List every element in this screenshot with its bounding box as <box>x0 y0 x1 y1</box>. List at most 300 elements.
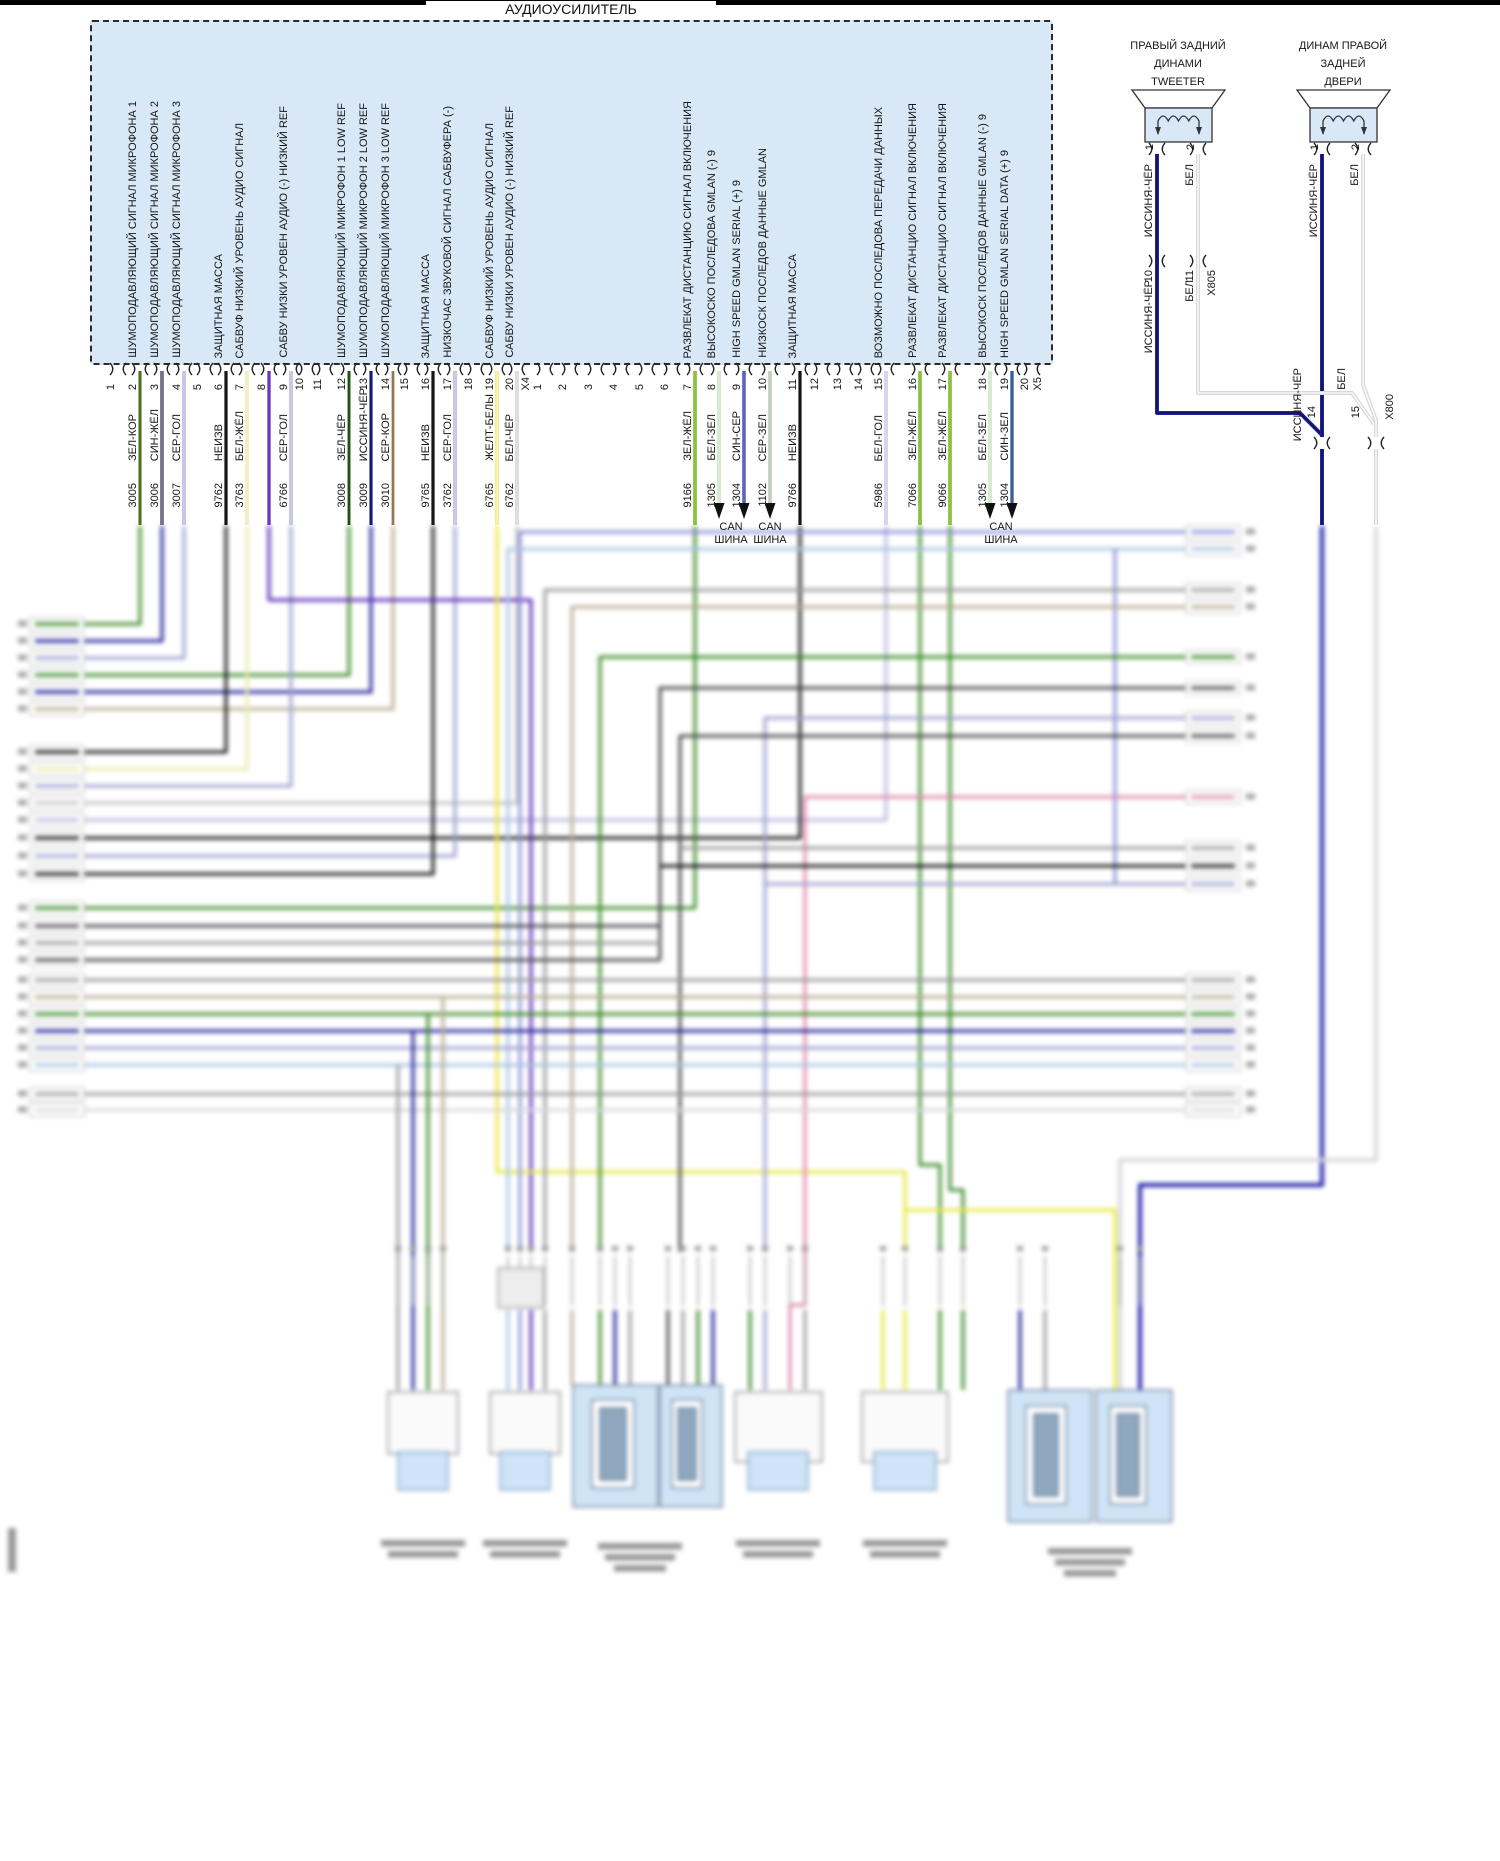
pin-number-label: 10 <box>294 377 306 390</box>
offpage-reference-number <box>1246 733 1255 739</box>
blurred-pin-number <box>542 1246 548 1251</box>
connector-socket-icon <box>912 363 915 375</box>
offpage-reference-wire <box>35 854 79 857</box>
component-bar <box>678 1408 696 1480</box>
pin-number-label: 4 <box>171 383 183 390</box>
offpage-reference-number <box>18 940 27 946</box>
offpage-reference-number <box>18 1045 27 1051</box>
wire-color-label: ИССИНЯ-ЧЁР <box>358 387 370 461</box>
blurred-pin-number <box>665 1246 671 1251</box>
pin-number-label: 18 <box>463 377 475 390</box>
offpage-reference-number <box>18 1028 27 1034</box>
pin-number-label: 5 <box>634 383 646 390</box>
connector-socket-icon <box>438 363 441 375</box>
offpage-reference-wire <box>35 924 79 927</box>
can-bus-label <box>978 521 1024 547</box>
circuit-number-label: 3763 <box>234 482 246 507</box>
circuit-number-label: 1305 <box>977 482 989 507</box>
connector-socket-icon <box>167 363 170 375</box>
circuit-number-label: 9066 <box>937 482 949 507</box>
pin-number-label: 15 <box>1350 406 1362 419</box>
wire-segment <box>84 526 393 709</box>
offpage-reference-wire <box>35 1063 79 1066</box>
offpage-reference-wire <box>35 872 79 875</box>
offpage-reference-wire <box>35 690 79 693</box>
connector-socket-icon <box>575 363 578 375</box>
connector-socket-icon <box>425 363 428 375</box>
connector-socket-icon <box>509 363 512 375</box>
connector-socket-icon <box>417 363 420 375</box>
connector-socket-icon <box>871 363 874 375</box>
circuit-number-label: 7066 <box>907 482 919 507</box>
blurred-caption <box>1064 1570 1116 1577</box>
wire-color-label: НЕИЗВ <box>213 423 225 461</box>
pin-number-label: 13 <box>358 377 370 390</box>
blurred-caption <box>598 1543 682 1550</box>
offpage-reference-wire <box>1191 716 1235 719</box>
circuit-number-label: 6765 <box>484 482 496 507</box>
signal-label: РАЗВЛЕКАТ ДИСТАНЦИО СИГНАЛ ВКЛЮЧЕНИЯ <box>937 103 949 358</box>
blurred-caption <box>381 1540 465 1547</box>
connector-socket-icon <box>460 363 463 375</box>
offpage-reference-number <box>1246 794 1255 800</box>
circuit-number-label: 3007 <box>171 482 183 507</box>
blurred-pin-number <box>395 1246 401 1251</box>
circuit-number-label: 3006 <box>149 482 161 507</box>
offpage-reference-wire <box>35 978 79 981</box>
signal-label: ЗАЩИТНАЯ МАССА <box>787 253 799 358</box>
wire-segment <box>1363 154 1376 437</box>
connector-socket-icon <box>677 363 680 375</box>
blurred-caption <box>1055 1559 1125 1566</box>
offpage-reference-number <box>18 621 27 627</box>
connector-socket-icon <box>613 363 616 375</box>
wire-color-label: ИССИНЯ-ЧЁР <box>1308 164 1320 238</box>
speaker-title: ПРАВЫЙ ЗАДНИЙ <box>1130 40 1226 52</box>
connector-socket-icon <box>274 363 277 375</box>
offpage-reference-wire <box>1191 1092 1235 1095</box>
blurred-pin-number <box>528 1246 534 1251</box>
blurred-pin-number <box>1137 1246 1143 1251</box>
offpage-reference-number <box>1246 845 1255 851</box>
blurred-pin-number <box>425 1246 431 1251</box>
wire-color-label: БЕЛ <box>1184 280 1196 302</box>
blurred-lower-diagram <box>0 525 1500 1861</box>
pin-number-label: 6 <box>659 383 671 390</box>
offpage-reference-wire <box>1191 655 1235 658</box>
connector-socket-icon <box>1017 363 1020 375</box>
speaker-title: ДИНАМ ПРАВОЙ <box>1298 40 1388 52</box>
connector-socket-icon <box>239 363 242 375</box>
connector-socket-icon <box>814 363 817 375</box>
offpage-reference-number <box>1246 994 1255 1000</box>
pin-number-label: 11 <box>1184 270 1196 282</box>
connector-socket-icon <box>925 363 928 375</box>
offpage-reference-wire <box>35 995 79 998</box>
offpage-reference-wire <box>35 622 79 625</box>
connector-socket-icon <box>588 363 591 375</box>
signal-label: HIGH SPEED GMLAN SERIAL (+) 9 <box>731 180 743 358</box>
signal-label: НИЗКОЧАС ЗВУКОВОЙ СИГНАЛ САБВУФЕРА (-) <box>442 106 454 358</box>
signal-label: ВЫСОКОСК ПОСЛЕДОВ ДАННЫЕ GMLAN (-) 9 <box>977 114 989 358</box>
connector-socket-icon <box>995 363 998 375</box>
connector-socket-icon <box>639 363 642 375</box>
pin-number-label: 17 <box>937 377 949 390</box>
blurred-pin-number <box>802 1246 808 1251</box>
connector-socket-icon <box>283 363 286 375</box>
offpage-reference-number <box>18 957 27 963</box>
connector-socket-icon <box>775 363 778 375</box>
maze-wires-group <box>84 526 1376 1390</box>
connector-socket-icon <box>700 363 703 375</box>
connector-socket-icon <box>110 363 113 375</box>
circuit-number-label: 5986 <box>873 482 885 507</box>
wire-color-label: БЕЛ-ГОЛ <box>873 414 885 461</box>
wire-segment <box>508 549 1186 1252</box>
blurred-pin-number <box>1117 1246 1123 1251</box>
component-inner <box>748 1452 808 1490</box>
blurred-caption <box>743 1551 813 1558</box>
offpage-reference-number <box>1246 863 1255 869</box>
component-box <box>388 1392 458 1454</box>
offpage-reference-number <box>18 1062 27 1068</box>
pin-number-label: 14 <box>1306 406 1318 419</box>
wire-color-label: ЖЕЛТ-БЕЛЫ <box>484 394 496 461</box>
blurred-pin-number <box>937 1246 943 1251</box>
offpage-reference-wire <box>1191 734 1235 737</box>
connector-socket-icon <box>724 363 727 375</box>
offpage-reference-number <box>18 800 27 806</box>
signal-label: САБВУФ НИЗКИЙ УРОВЕНЬ АУДИО СИГНАЛ <box>234 122 246 358</box>
offpage-reference-number <box>18 1011 27 1017</box>
connector-socket-icon <box>601 363 604 375</box>
wire-segment <box>84 526 247 769</box>
connector-socket-icon <box>252 363 255 375</box>
wire-color-label: ЗЕЛ-ЖЁЛ <box>937 411 949 461</box>
connector-socket-icon <box>1381 437 1384 449</box>
signal-label: ШУМОПОДАВЛЯЮЩИЙ СИГНАЛ МИКРОФОНА 1 <box>127 101 139 358</box>
circuit-number-label: 3009 <box>358 482 370 507</box>
wire-color-label: НЕИЗВ <box>420 423 432 461</box>
connector-socket-icon <box>858 363 861 375</box>
offpage-reference-number <box>1246 715 1255 721</box>
pin-number-label: 7 <box>682 383 694 390</box>
pin-number-label: 1 <box>105 383 117 390</box>
speaker-title: ДВЕРИ <box>1324 76 1362 88</box>
offpage-reference-number <box>18 853 27 859</box>
connector-socket-icon <box>562 363 565 375</box>
blurred-caption <box>736 1540 820 1547</box>
connector-socket-icon <box>1203 143 1206 155</box>
offpage-reference-number <box>18 1107 27 1113</box>
offpage-reference-number <box>1246 1107 1255 1113</box>
pin-number-label: 16 <box>420 377 432 390</box>
connector-socket-icon <box>1327 437 1330 449</box>
wire-segment <box>680 736 1186 1252</box>
offpage-reference-wire <box>35 1012 79 1015</box>
offpage-reference-wire <box>35 750 79 753</box>
connector-socket-icon <box>1004 363 1007 375</box>
wire-segment <box>84 526 433 874</box>
wire-color-label: СЕР-КОР <box>380 412 392 461</box>
offpage-reference-number <box>1246 881 1255 887</box>
wire-color-label: ЗЕЛ-КОР <box>127 413 139 461</box>
blurred-pin-number <box>1042 1246 1048 1251</box>
can-bus-label-line: ШИНА <box>753 534 787 546</box>
blurred-pin-number <box>569 1246 575 1251</box>
connector-socket-icon <box>481 363 484 375</box>
connector-socket-icon <box>210 363 213 375</box>
wire-color-label: СИН-СЕР <box>731 410 743 461</box>
wire-segment <box>84 526 800 838</box>
offpage-reference-number <box>18 706 27 712</box>
pin-number-label: 10 <box>1143 270 1155 283</box>
offpage-reference-wire <box>1191 795 1235 798</box>
pin-number-label: 3 <box>583 383 595 390</box>
connector-socket-icon <box>711 363 714 375</box>
offpage-reference-wire <box>35 639 79 642</box>
offpage-reference-wire <box>35 673 79 676</box>
connector-name-label: X5 <box>1032 376 1044 390</box>
signal-label: ЗАЩИТНАЯ МАССА <box>420 253 432 358</box>
connector-socket-icon <box>1368 437 1371 449</box>
wire-color-label: ЗЕЛ-ЧЁР <box>336 414 348 461</box>
offpage-reference-wire <box>1191 1108 1235 1111</box>
offpage-reference-number <box>1246 587 1255 593</box>
component-inner <box>398 1452 448 1490</box>
pin-number-label: 15 <box>399 377 411 390</box>
wire-segment <box>660 688 1186 960</box>
component-inner <box>874 1452 936 1490</box>
can-bus-label-line: ШИНА <box>984 534 1018 546</box>
pin-number-label: 8 <box>256 383 268 390</box>
signal-label: САБВУ НИЗКИ УРОВЕН АУДИО (-) НИЗКИЙ REF <box>278 106 290 358</box>
blurred-caption <box>1048 1548 1132 1555</box>
connector-socket-icon <box>261 363 264 375</box>
wire-segment <box>84 526 140 624</box>
circuit-number-label: 9765 <box>420 482 432 507</box>
connector-socket-icon <box>1037 363 1040 375</box>
wire-color-label: СЕР-ГОЛ <box>278 413 290 461</box>
connector-socket-icon <box>1314 437 1317 449</box>
offpage-reference-wire <box>35 836 79 839</box>
connector-socket-icon <box>878 363 881 375</box>
signal-label: ШУМОПОДАВЛЯЮЩИЙ МИКРОФОН 2 LOW REF <box>358 103 370 358</box>
wire-segment <box>572 607 1186 1252</box>
can-bus-label-line: CAN <box>758 521 782 533</box>
connector-socket-icon <box>1024 363 1027 375</box>
connector-socket-icon <box>805 363 808 375</box>
connector-socket-icon <box>891 363 894 375</box>
pin-number-label: 13 <box>832 377 844 390</box>
pin-number-label: 2 <box>1350 144 1362 151</box>
wire-color-label: ИССИНЯ-ЧЁР <box>1143 280 1155 354</box>
pin-number-label: 1 <box>1309 144 1321 151</box>
wire-color-label: СЕР-ГОЛ <box>171 413 183 461</box>
connector-socket-icon <box>762 363 765 375</box>
connector-socket-icon <box>749 363 752 375</box>
wire-segment <box>84 526 226 752</box>
offpage-reference-wire <box>1191 686 1235 689</box>
wire-segment <box>84 526 517 803</box>
offpage-reference-wire <box>35 767 79 770</box>
wire-segment <box>520 532 1186 1252</box>
pin-number-label: 8 <box>706 383 718 390</box>
pin-number-label: 2 <box>1185 144 1197 151</box>
signal-label: ШУМОПОДАВЛЯЮЩИЙ СИГНАЛ МИКРОФОНА 3 <box>171 101 183 358</box>
connector-socket-icon <box>468 363 471 375</box>
wire-segment <box>920 526 940 1252</box>
offpage-reference-number <box>18 749 27 755</box>
connector-socket-icon <box>850 363 853 375</box>
blurred-caption <box>483 1540 567 1547</box>
blurred-pin-number <box>762 1246 768 1251</box>
signal-label: НИЗКОСК ПОСЛЕДОВ ДАННЫЕ GMLAN <box>757 148 769 358</box>
circuit-number-label: 1304 <box>731 482 743 507</box>
connector-socket-icon <box>385 363 388 375</box>
connector-socket-icon <box>123 363 126 375</box>
signal-label: ЗАЩИТНАЯ МАССА <box>213 253 225 358</box>
offpage-reference-wire <box>35 906 79 909</box>
blurred-caption <box>870 1551 940 1558</box>
offpage-reference-wire <box>35 818 79 821</box>
connector-socket-icon <box>537 363 540 375</box>
offpage-reference-number <box>18 905 27 911</box>
blurred-pin-number <box>880 1246 886 1251</box>
blurred-caption <box>614 1565 666 1572</box>
pin-number-label: 2 <box>557 383 569 390</box>
connector-socket-icon <box>330 363 333 375</box>
can-bus-label-line: CAN <box>719 521 743 533</box>
offpage-reference-number <box>18 689 27 695</box>
connector-socket-icon <box>404 363 407 375</box>
blurred-pin-number <box>680 1246 686 1251</box>
offpage-reference-wire <box>35 707 79 710</box>
wire-color-label: ИССИНЯ-ЧЁР <box>1143 164 1155 238</box>
offpage-reference-wire <box>1191 846 1235 849</box>
connector-socket-icon <box>299 363 302 375</box>
blurred-pin-number <box>627 1246 633 1251</box>
pin-number-label: 19 <box>999 377 1011 390</box>
blurred-pin-number <box>747 1246 753 1251</box>
connector-socket-icon <box>522 363 525 375</box>
offpage-reference-wire <box>35 941 79 944</box>
component-bar <box>600 1408 626 1480</box>
pin-number-label: 10 <box>757 377 769 390</box>
offpage-reference-number <box>18 672 27 678</box>
wire-color-label: ЗЕЛ-ЖЁЛ <box>682 411 694 461</box>
blurred-pin-number <box>597 1246 603 1251</box>
offpage-reference-wire <box>1191 995 1235 998</box>
pin-number-label: 5 <box>192 383 204 390</box>
connector-socket-icon <box>354 363 357 375</box>
blurred-pin-number <box>695 1246 701 1251</box>
wire-segment <box>84 526 695 908</box>
connector-socket-icon <box>687 363 690 375</box>
connector-socket-icon <box>363 363 366 375</box>
component-bar <box>1117 1414 1139 1496</box>
signal-label: ШУМОПОДАВЛЯЮЩИЙ МИКРОФОН 3 LOW REF <box>380 103 392 358</box>
speaker-body <box>1310 108 1377 142</box>
signal-label: ШУМОПОДАВЛЯЮЩИЙ МИКРОФОН 1 LOW REF <box>336 103 348 358</box>
wire-color-label: БЕЛ-ЗЕЛ <box>706 414 718 461</box>
wire-color-label: СЕР-ЗЕЛ <box>757 413 769 461</box>
offpage-reference-number <box>18 766 27 772</box>
connector-socket-icon <box>341 363 344 375</box>
connector-socket-icon <box>792 363 795 375</box>
offpage-reference-wire <box>35 958 79 961</box>
signal-label: HIGH SPEED GMLAN SERIAL DATA (+) 9 <box>999 150 1011 358</box>
wire-segment <box>497 526 905 1252</box>
pin-number-label: 9 <box>731 383 743 390</box>
component-box <box>498 1268 544 1308</box>
components-group <box>388 1268 1172 1522</box>
document-code <box>8 1528 16 1572</box>
pin-number-label: 11 <box>312 378 324 390</box>
wire-segment <box>950 526 963 1252</box>
connector-socket-icon <box>652 363 655 375</box>
connector-socket-icon <box>296 363 299 375</box>
pin-number-label: 1 <box>1144 144 1156 151</box>
signal-label: РАЗВЛЕКАТ ДИСТАНЦИО СИГНАЛ ВКЛЮЧЕНИЯ <box>907 103 919 358</box>
connector-socket-icon <box>189 363 192 375</box>
blurred-pin-number <box>710 1246 716 1251</box>
can-bus-label-line: CAN <box>989 521 1013 533</box>
connector-socket-icon <box>942 363 945 375</box>
connector-socket-icon <box>231 363 234 375</box>
wire-color-label: БЕЛ-ЧЁР <box>504 413 516 461</box>
blurred-caption <box>605 1554 675 1561</box>
circuit-number-label: 9166 <box>682 482 694 507</box>
offpage-reference-number <box>1246 1062 1255 1068</box>
component-box <box>490 1392 560 1454</box>
offpage-reference-number <box>18 817 27 823</box>
offpage-reference-wire <box>35 1046 79 1049</box>
wire-color-label: БЕЛ <box>1336 368 1348 390</box>
pin-number-label: 12 <box>809 377 821 390</box>
offpage-reference-number <box>18 994 27 1000</box>
offpage-reference-number <box>18 871 27 877</box>
blurred-pin-number <box>440 1246 446 1251</box>
blurred-caption <box>490 1551 560 1558</box>
connector-socket-icon <box>1149 255 1152 267</box>
circuit-number-label: 3762 <box>442 482 454 507</box>
connector-socket-icon <box>376 363 379 375</box>
connector-socket-icon <box>132 363 135 375</box>
signal-label: ШУМОПОДАВЛЯЮЩИЙ СИГНАЛ МИКРОФОНА 2 <box>149 101 161 358</box>
offpage-reference-wire <box>35 1029 79 1032</box>
offpage-reference-wire <box>35 801 79 804</box>
pin-number-label: 17 <box>442 377 454 390</box>
blurred-pin-number <box>902 1246 908 1251</box>
speaker-cone-icon <box>1132 90 1225 108</box>
signal-label: ВЫСОКОСКО ПОСЛЕДОВА GMLAN (-) 9 <box>706 149 718 358</box>
offpage-reference-number <box>1246 1011 1255 1017</box>
connector-socket-icon <box>1162 255 1165 267</box>
offpage-reference-number <box>18 783 27 789</box>
pin-number-label: 3 <box>149 383 161 390</box>
can-bus-label-line: ШИНА <box>714 534 748 546</box>
speaker-title: ДИНАМИ <box>1154 58 1202 70</box>
speaker-cone-icon <box>1297 90 1390 108</box>
circuit-number-label: 6762 <box>504 482 516 507</box>
connector-socket-icon <box>1162 143 1165 155</box>
connector-socket-icon <box>317 363 320 375</box>
offpage-reference-number <box>1246 1045 1255 1051</box>
pin-number-label: 20 <box>1019 377 1031 390</box>
circuit-number-label: 9766 <box>787 482 799 507</box>
blurred-pin-number <box>505 1246 511 1251</box>
